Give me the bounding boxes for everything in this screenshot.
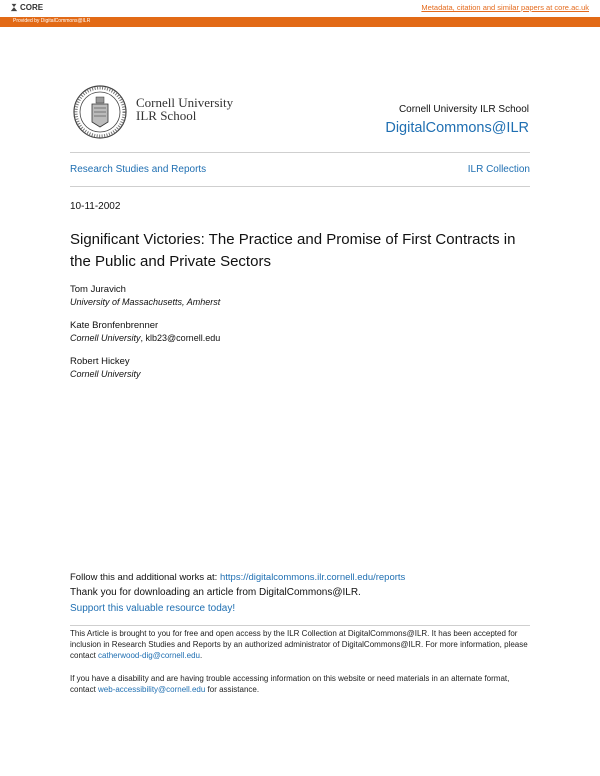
author-name: Robert Hickey <box>70 356 130 367</box>
thanks-text: Thank you for downloading an article from DigitalCommons@ILR. <box>70 587 361 598</box>
repository-link[interactable]: DigitalCommons@ILR <box>385 120 529 136</box>
divider <box>70 152 530 153</box>
collection-link[interactable]: ILR Collection <box>467 164 530 175</box>
support-link[interactable]: Support this valuable resource today! <box>70 603 236 614</box>
core-bar <box>0 0 600 17</box>
accessibility-email-link[interactable]: web-accessibility@cornell.edu <box>98 685 206 694</box>
core-icon <box>10 3 18 12</box>
article-title: Significant Victories: The Practice and Promise of First Contracts in the Public and Private Sectors <box>70 231 516 270</box>
author-affiliation: Cornell University, klb23@cornell.edu <box>70 333 221 343</box>
divider <box>70 186 530 187</box>
access-statement: This Article is brought to you for free and open access by the ILR Collection at DigitalCommons@ILR. It has been accepted for inclusion in Research Studies and Reports by an authorized administrator of DigitalCommons@ILR. For more information, please contact catherwood-dig@cornell.edu. <box>70 629 528 660</box>
follow-line: Follow this and additional works at: https://digitalcommons.ilr.cornell.edu/reports <box>70 572 406 583</box>
contact-email-link[interactable]: catherwood-dig@cornell.edu <box>98 651 200 660</box>
author-email: , klb23@cornell.edu <box>140 333 221 343</box>
core-logo[interactable] <box>10 3 43 12</box>
author-affiliation: Cornell University <box>70 369 141 379</box>
author-affiliation: University of Massachusetts, Amherst <box>70 297 221 307</box>
collection-url-link[interactable]: https://digitalcommons.ilr.cornell.edu/reports <box>219 572 406 583</box>
provided-by-text[interactable]: Provided by DigitalCommons@ILR <box>13 18 91 24</box>
author-name: Kate Bronfenbrenner <box>70 320 159 331</box>
institution-name: Cornell University ILR School <box>398 104 529 115</box>
core-logo-text: CORE <box>20 3 44 12</box>
accessibility-statement: If you have a disability and are having trouble accessing information on this website or need materials in an alternate format, contact web-accessibility@cornell.edu for assistance. <box>70 674 510 694</box>
author-name: Tom Juravich <box>70 284 126 295</box>
core-metadata-link[interactable]: Metadata, citation and similar papers at core.ac.uk <box>421 3 589 12</box>
provided-by-bar <box>0 17 600 27</box>
divider <box>70 625 530 626</box>
cornell-seal-icon <box>70 84 130 140</box>
publication-date: 10-11-2002 <box>70 201 121 212</box>
ilr-school-wordmark: ILR School <box>136 108 197 123</box>
cornell-university-wordmark: Cornell University <box>136 95 234 110</box>
series-link[interactable]: Research Studies and Reports <box>70 164 207 175</box>
